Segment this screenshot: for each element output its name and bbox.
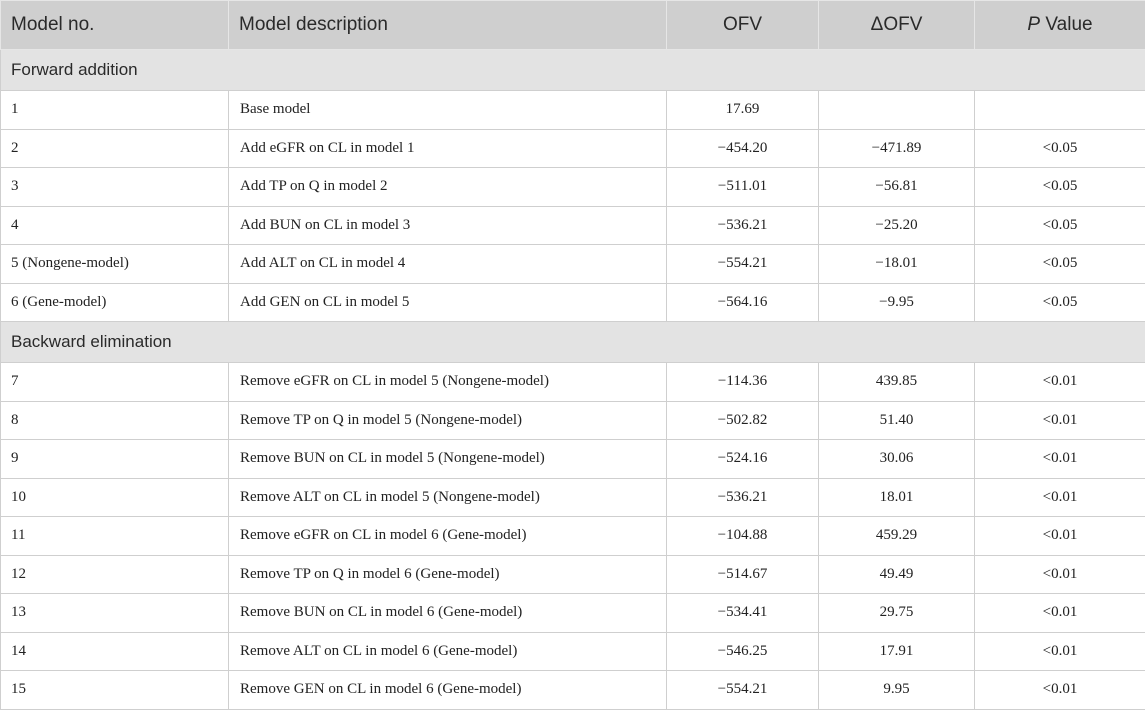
section-title: Backward elimination [1, 322, 1145, 363]
cell-model-no: 10 [1, 478, 229, 517]
cell-delta-ofv: 439.85 [819, 363, 975, 402]
cell-p-value: <0.05 [975, 129, 1145, 168]
header-p-italic: P [1027, 14, 1040, 35]
cell-delta-ofv: 459.29 [819, 517, 975, 556]
table-row [1, 245, 1145, 284]
cell-delta-ofv: −56.81 [819, 168, 975, 207]
cell-model-description: Remove GEN on CL in model 6 (Gene-model) [229, 671, 667, 710]
table-row [1, 632, 1145, 671]
table-row [1, 363, 1145, 402]
table-row [1, 206, 1145, 245]
cell-delta-ofv: 9.95 [819, 671, 975, 710]
cell-ofv: −114.36 [667, 363, 819, 402]
header-delta-ofv: ΔOFV [819, 1, 975, 50]
cell-p-value: <0.01 [975, 632, 1145, 671]
cell-delta-ofv: 18.01 [819, 478, 975, 517]
cell-ofv: −454.20 [667, 129, 819, 168]
cell-p-value [975, 91, 1145, 130]
cell-delta-ofv: −9.95 [819, 283, 975, 322]
cell-delta-ofv: 49.49 [819, 555, 975, 594]
table-row [1, 91, 1145, 130]
cell-model-no: 15 [1, 671, 229, 710]
cell-model-no: 8 [1, 401, 229, 440]
cell-ofv: −104.88 [667, 517, 819, 556]
cell-p-value: <0.01 [975, 594, 1145, 633]
cell-ofv: −524.16 [667, 440, 819, 479]
cell-model-description: Remove BUN on CL in model 5 (Nongene-model) [229, 440, 667, 479]
section-row [1, 322, 1145, 363]
cell-model-no: 6 (Gene-model) [1, 283, 229, 322]
cell-model-description: Add BUN on CL in model 3 [229, 206, 667, 245]
cell-model-no: 7 [1, 363, 229, 402]
cell-delta-ofv: 51.40 [819, 401, 975, 440]
cell-model-no: 4 [1, 206, 229, 245]
cell-ofv: −502.82 [667, 401, 819, 440]
cell-model-description: Remove eGFR on CL in model 6 (Gene-model) [229, 517, 667, 556]
cell-model-description: Remove eGFR on CL in model 5 (Nongene-model) [229, 363, 667, 402]
header-p-value [975, 1, 1145, 50]
cell-model-description: Add ALT on CL in model 4 [229, 245, 667, 284]
cell-ofv: −564.16 [667, 283, 819, 322]
cell-p-value: <0.01 [975, 671, 1145, 710]
table-row [1, 440, 1145, 479]
cell-ofv: −554.21 [667, 671, 819, 710]
section-title: Forward addition [1, 50, 1145, 91]
cell-model-description: Add TP on Q in model 2 [229, 168, 667, 207]
cell-model-no: 2 [1, 129, 229, 168]
cell-delta-ofv: −18.01 [819, 245, 975, 284]
cell-p-value: <0.05 [975, 168, 1145, 207]
cell-model-no: 13 [1, 594, 229, 633]
cell-ofv: −536.21 [667, 478, 819, 517]
header-model-no: Model no. [1, 1, 229, 50]
cell-model-description: Base model [229, 91, 667, 130]
cell-ofv: −554.21 [667, 245, 819, 284]
cell-p-value: <0.01 [975, 363, 1145, 402]
table-row [1, 401, 1145, 440]
header-p-rest: Value [1040, 14, 1092, 35]
cell-model-no: 12 [1, 555, 229, 594]
cell-ofv: −546.25 [667, 632, 819, 671]
cell-p-value: <0.01 [975, 517, 1145, 556]
cell-ofv: −536.21 [667, 206, 819, 245]
cell-delta-ofv [819, 91, 975, 130]
cell-p-value: <0.01 [975, 478, 1145, 517]
cell-model-no: 11 [1, 517, 229, 556]
table-header [1, 1, 1145, 50]
cell-ofv: −514.67 [667, 555, 819, 594]
table-row [1, 283, 1145, 322]
table-body [1, 50, 1145, 710]
cell-model-no: 3 [1, 168, 229, 207]
cell-p-value: <0.05 [975, 245, 1145, 284]
cell-model-description: Remove TP on Q in model 5 (Nongene-model) [229, 401, 667, 440]
header-ofv: OFV [667, 1, 819, 50]
cell-model-description: Remove ALT on CL in model 5 (Nongene-model) [229, 478, 667, 517]
cell-delta-ofv: 29.75 [819, 594, 975, 633]
cell-delta-ofv: −25.20 [819, 206, 975, 245]
cell-model-no: 5 (Nongene-model) [1, 245, 229, 284]
table-row [1, 129, 1145, 168]
cell-delta-ofv: 17.91 [819, 632, 975, 671]
cell-model-no: 1 [1, 91, 229, 130]
cell-model-description: Remove ALT on CL in model 6 (Gene-model) [229, 632, 667, 671]
cell-model-description: Add eGFR on CL in model 1 [229, 129, 667, 168]
header-model-description: Model description [229, 1, 667, 50]
cell-p-value: <0.05 [975, 206, 1145, 245]
section-row [1, 50, 1145, 91]
cell-delta-ofv: −471.89 [819, 129, 975, 168]
cell-model-description: Remove TP on Q in model 6 (Gene-model) [229, 555, 667, 594]
header-row [1, 1, 1145, 50]
cell-p-value: <0.05 [975, 283, 1145, 322]
cell-p-value: <0.01 [975, 440, 1145, 479]
table-row [1, 517, 1145, 556]
cell-model-description: Remove BUN on CL in model 6 (Gene-model) [229, 594, 667, 633]
cell-ofv: −511.01 [667, 168, 819, 207]
table-row [1, 594, 1145, 633]
cell-p-value: <0.01 [975, 401, 1145, 440]
cell-delta-ofv: 30.06 [819, 440, 975, 479]
cell-model-no: 14 [1, 632, 229, 671]
table-row [1, 168, 1145, 207]
cell-model-no: 9 [1, 440, 229, 479]
table-row [1, 555, 1145, 594]
table-row [1, 671, 1145, 710]
table-row [1, 478, 1145, 517]
cell-ofv: −534.41 [667, 594, 819, 633]
cell-ofv: 17.69 [667, 91, 819, 130]
cell-p-value: <0.01 [975, 555, 1145, 594]
cell-model-description: Add GEN on CL in model 5 [229, 283, 667, 322]
